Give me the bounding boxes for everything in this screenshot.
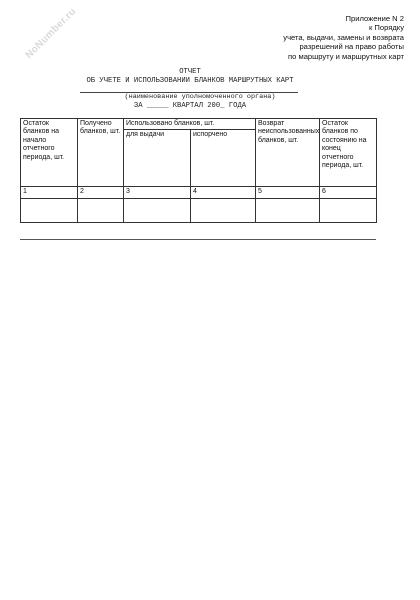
appendix-header — [204, 14, 404, 61]
column-number: 6 — [320, 187, 377, 198]
col-header-returned: Возврат неиспользованных бланков, шт. — [256, 119, 320, 187]
appendix-line: к Порядку — [369, 23, 404, 33]
organization-caption: (наименование уполномоченного органа) — [124, 93, 276, 101]
report-period: ЗА _____ КВАРТАЛ 200_ ГОДА — [133, 102, 247, 110]
column-number: 1 — [21, 187, 78, 198]
report-title: ОТЧЕТ — [179, 68, 201, 76]
col-header-used: Использовано бланков, шт. — [124, 119, 256, 130]
column-number: 2 — [78, 187, 124, 198]
table-cell — [191, 198, 256, 222]
report-subtitle: ОБ УЧЕТЕ И ИСПОЛЬЗОВАНИИ БЛАНКОВ МАРШРУТНЫХ КАРТ — [86, 77, 294, 85]
col-header-spoiled: испорчено — [191, 130, 256, 187]
col-header-start-balance: Остаток бланков на начало отчетного периода, шт. — [21, 119, 78, 187]
appendix-line: разрешений на право работы — [299, 42, 404, 52]
column-number: 5 — [256, 187, 320, 198]
table-cell — [124, 198, 191, 222]
appendix-line: по маршруту и маршрутных карт — [288, 51, 404, 61]
blanks-usage-table — [20, 118, 377, 223]
table-cell — [320, 198, 377, 222]
table-cell — [78, 198, 124, 222]
column-number: 4 — [191, 187, 256, 198]
data-row — [21, 198, 377, 222]
appendix-line: Приложение N 2 — [345, 14, 404, 23]
column-numbers-row — [21, 187, 377, 198]
column-number: 3 — [124, 187, 191, 198]
watermark: NoNumber.ru — [23, 6, 79, 61]
col-header-issued: для выдачи — [124, 130, 191, 187]
table-cell — [256, 198, 320, 222]
col-header-end-balance: Остаток бланков по состоянию на конец отчетного периода, шт. — [320, 119, 377, 187]
table-cell — [21, 198, 78, 222]
bottom-separator — [20, 239, 376, 240]
col-header-received: Получено бланков, шт. — [78, 119, 124, 187]
appendix-line: учета, выдачи, замены и возврата — [283, 32, 404, 42]
